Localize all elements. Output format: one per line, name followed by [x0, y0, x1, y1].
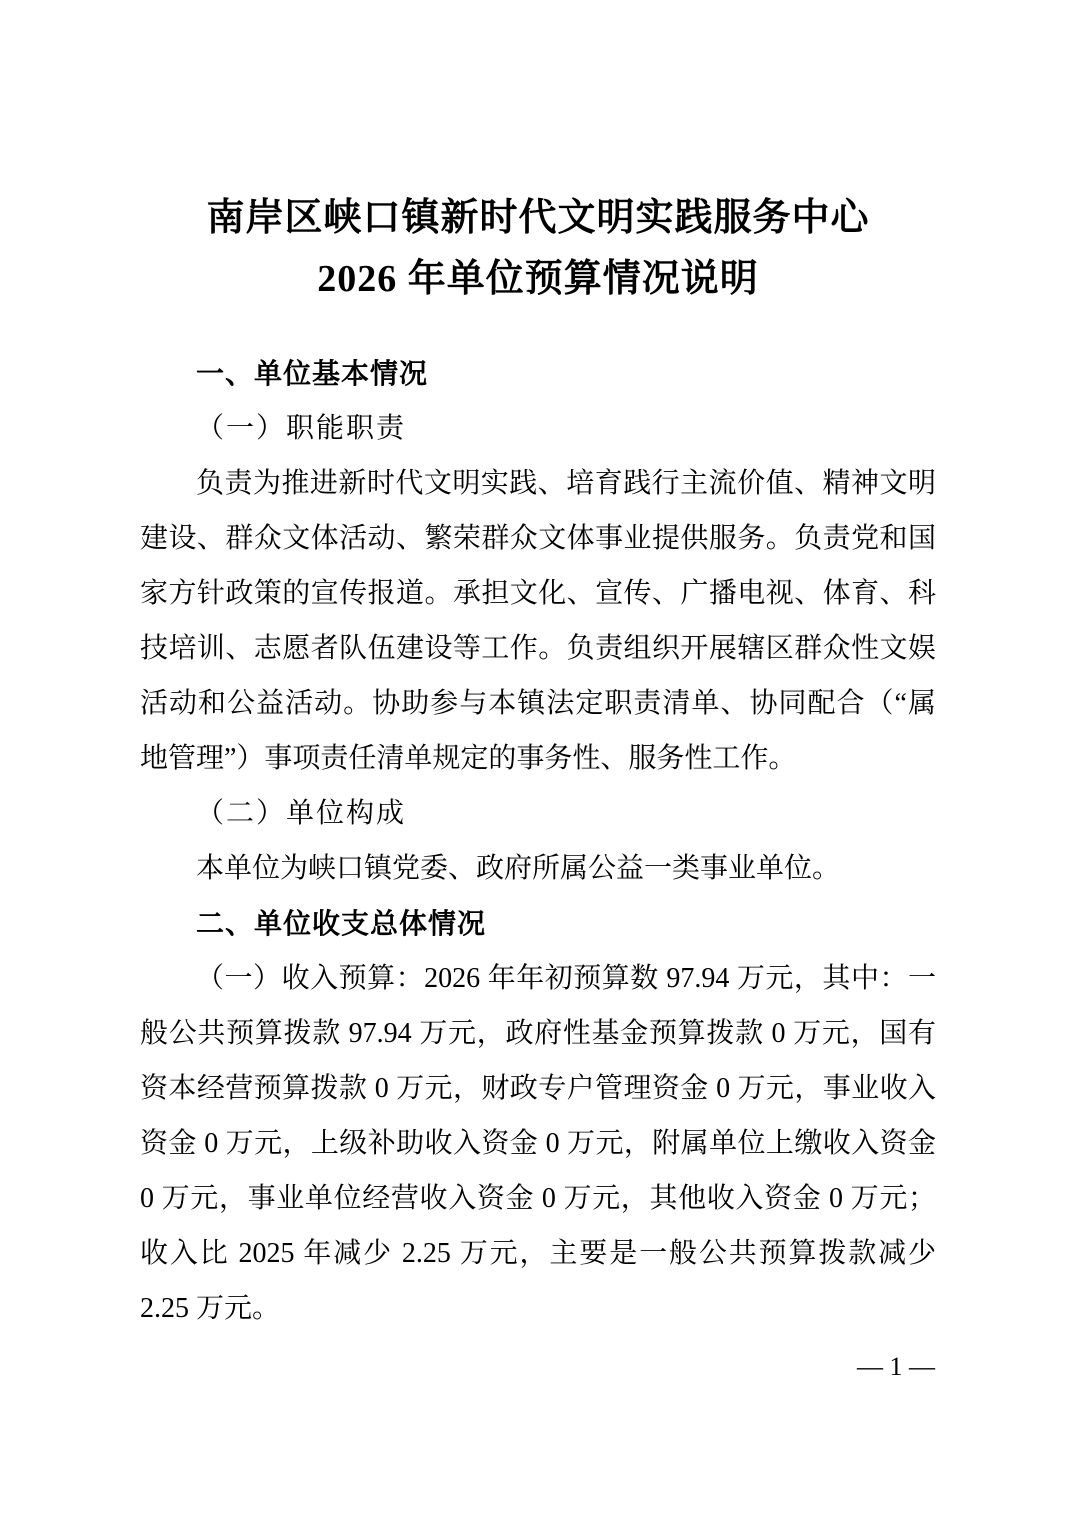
document-title-line1: 南岸区峡口镇新时代文明实践服务中心	[206, 197, 870, 239]
subsection-heading-1-1: （一）职能职责	[196, 413, 407, 444]
document-content	[140, 188, 936, 1336]
page-number: — 1 —	[857, 1352, 935, 1381]
paragraph-income-budget: （一）收入预算：2026 年年初预算数 97.94 万元，其中：一般公共预算拨款 97.94 万元，政府性基金预算拨款 0 万元，国有资本经营预算拨款 0 万元，财政专户管理资金 0 万元，事业收入资金 0 万元，上级补助收入资金 0 万元，附属单位上缴收入资金 0 万元，事业单位经营收入资金 0 万元，其他收入资金 0 万元；收入比 2025 年减少 2.25 万元，主要是一般公共预算拨款减少 2.25 万元。	[140, 963, 936, 1324]
section-heading-1: 一、单位基本情况	[196, 358, 429, 389]
document-title-line2: 2026 年单位预算情况说明	[317, 258, 759, 300]
section-heading-2: 二、单位收支总体情况	[196, 908, 487, 939]
subsection-heading-1-2: （二）单位构成	[196, 798, 407, 829]
paragraph-composition: 本单位为峡口镇党委、政府所属公益一类事业单位。	[196, 853, 841, 884]
paragraph-duties: 负责为推进新时代文明实践、培育践行主流价值、精神文明建设、群众文体活动、繁荣群众文体事业提供服务。负责党和国家方针政策的宣传报道。承担文化、宣传、广播电视、体育、科技培训、志愿者队伍建设等工作。负责组织开展辖区群众性文娱活动和公益活动。协助参与本镇法定职责清单、协同配合（“属地管理”）事项责任清单规定的事务性、服务性工作。	[140, 468, 936, 774]
document-title	[140, 188, 936, 310]
